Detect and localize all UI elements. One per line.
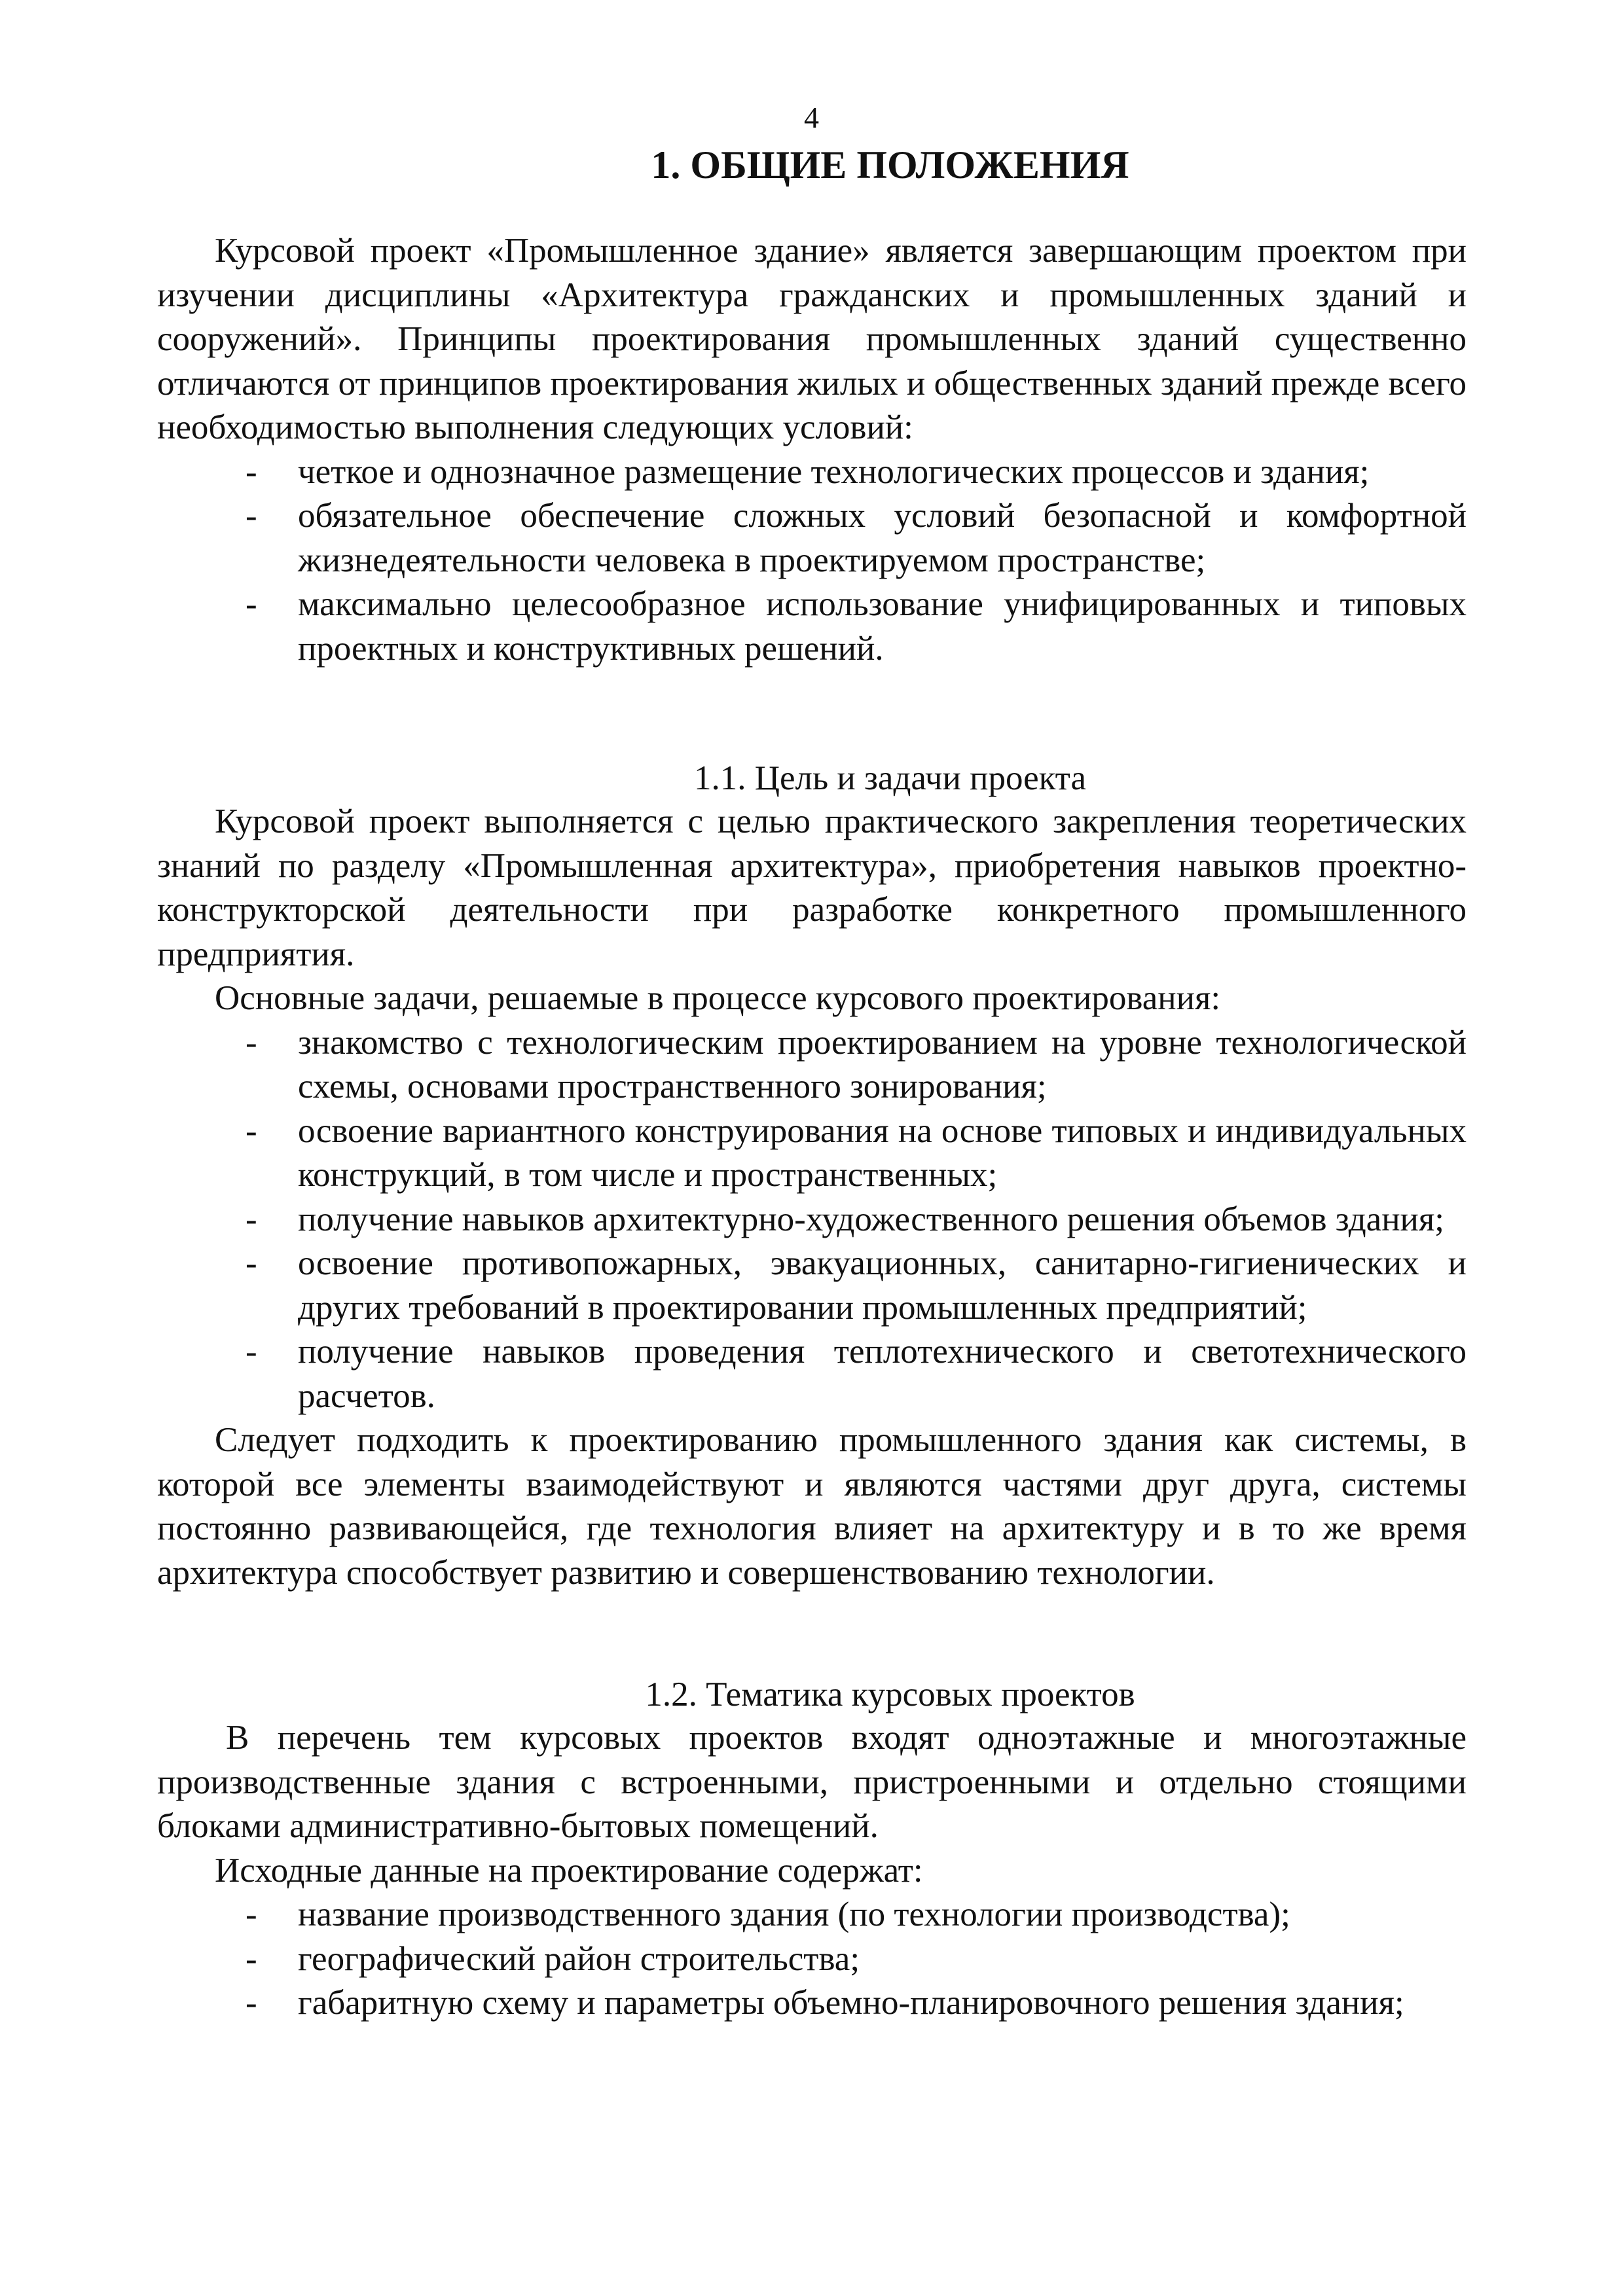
goal-paragraph: Курсовой проект выполняется с целью практического закрепления теоретических знаний по разделу «Промышленная архитектура», приобретения навыков проектно-конструкторской деятельности при разработке конкретного промышленного предприятия. — [157, 802, 1467, 973]
section-title-1: 1. ОБЩИЕ ПОЛОЖЕНИЯ — [651, 143, 1129, 187]
input-data-intro: Исходные данные на проектирование содержат: — [215, 1851, 923, 1890]
list-item: - обязательное обеспечение сложных условий безопасной и комфортной жизнедеятельности человека в проектируемом пространстве; — [157, 494, 1467, 583]
bullet-dash: - — [246, 1111, 257, 1150]
section-1-body — [157, 229, 1467, 671]
page-number: 4 — [804, 101, 819, 134]
list-item: - максимально целесообразное использование унифицированных и типовых проектных и конструктивных решений. — [157, 583, 1467, 671]
bullet-dash: - — [246, 497, 257, 535]
list-item: - габаритную схему и параметры объемно-планировочного решения здания; — [157, 1981, 1467, 2026]
tasks-intro: Основные задачи, решаемые в процессе курсового проектирования: — [215, 979, 1221, 1017]
bullet-dash: - — [246, 1333, 257, 1371]
list-item: - получение навыков проведения теплотехнического и светотехнического расчетов. — [157, 1330, 1467, 1418]
bullet-dash: - — [246, 1244, 257, 1282]
conditions-list — [157, 450, 1467, 672]
bullet-dash: - — [246, 1895, 257, 1933]
list-item: - четкое и однозначное размещение технологических процессов и здания; — [157, 450, 1467, 495]
list-item: - освоение вариантного конструирования на основе типовых и индивидуальных конструкций, в том числе и пространственных; — [157, 1109, 1467, 1198]
bullet-dash: - — [246, 1984, 257, 2022]
system-paragraph: Следует подходить к проектированию промышленного здания как системы, в которой все элементы взаимодействуют и являются частями друг друга, системы постоянно развивающейся, где технология влияет на архитектуру и в то же время архитектура способствует развитию и совершенствованию технологии. — [157, 1421, 1467, 1592]
section-1-2-body — [157, 1716, 1467, 2026]
list-item: - название производственного здания (по технологии производства); — [157, 1893, 1467, 1937]
intro-paragraph: Курсовой проект «Промышленное здание» является завершающим проектом при изучении дисциплины «Архитектура гражданских и промышленных зданий и сооружений». Принципы проектирования промышленных зданий существенно отличаются от принципов проектирования жилых и общественных зданий прежде всего необходимостью выполнения следующих условий: — [157, 232, 1467, 446]
bullet-dash: - — [246, 585, 257, 623]
section-title-1-2: 1.2. Тематика курсовых проектов — [645, 1676, 1135, 1713]
list-item: - освоение противопожарных, эвакуационных, санитарно-гигиенических и других требований в проектировании промышленных предприятий; — [157, 1242, 1467, 1330]
input-data-list — [157, 1893, 1467, 2026]
list-item: - знакомство с технологическим проектированием на уровне технологической схемы, основами пространственного зонирования; — [157, 1021, 1467, 1109]
bullet-dash: - — [246, 452, 257, 491]
bullet-dash: - — [246, 1200, 257, 1238]
list-item: - получение навыков архитектурно-художественного решения объемов здания; — [157, 1198, 1467, 1242]
topics-paragraph: В перечень тем курсовых проектов входят одноэтажные и многоэтажные производственные здания с встроенными, пристроенными и отдельно стоящими блоками административно-бытовых помещений. — [157, 1719, 1467, 1845]
tasks-list — [157, 1021, 1467, 1419]
bullet-dash: - — [246, 1023, 257, 1062]
bullet-dash: - — [246, 1939, 257, 1978]
section-title-1-1: 1.1. Цель и задачи проекта — [693, 759, 1087, 797]
list-item: - географический район строительства; — [157, 1937, 1467, 1982]
section-1-1-body — [157, 800, 1467, 1595]
